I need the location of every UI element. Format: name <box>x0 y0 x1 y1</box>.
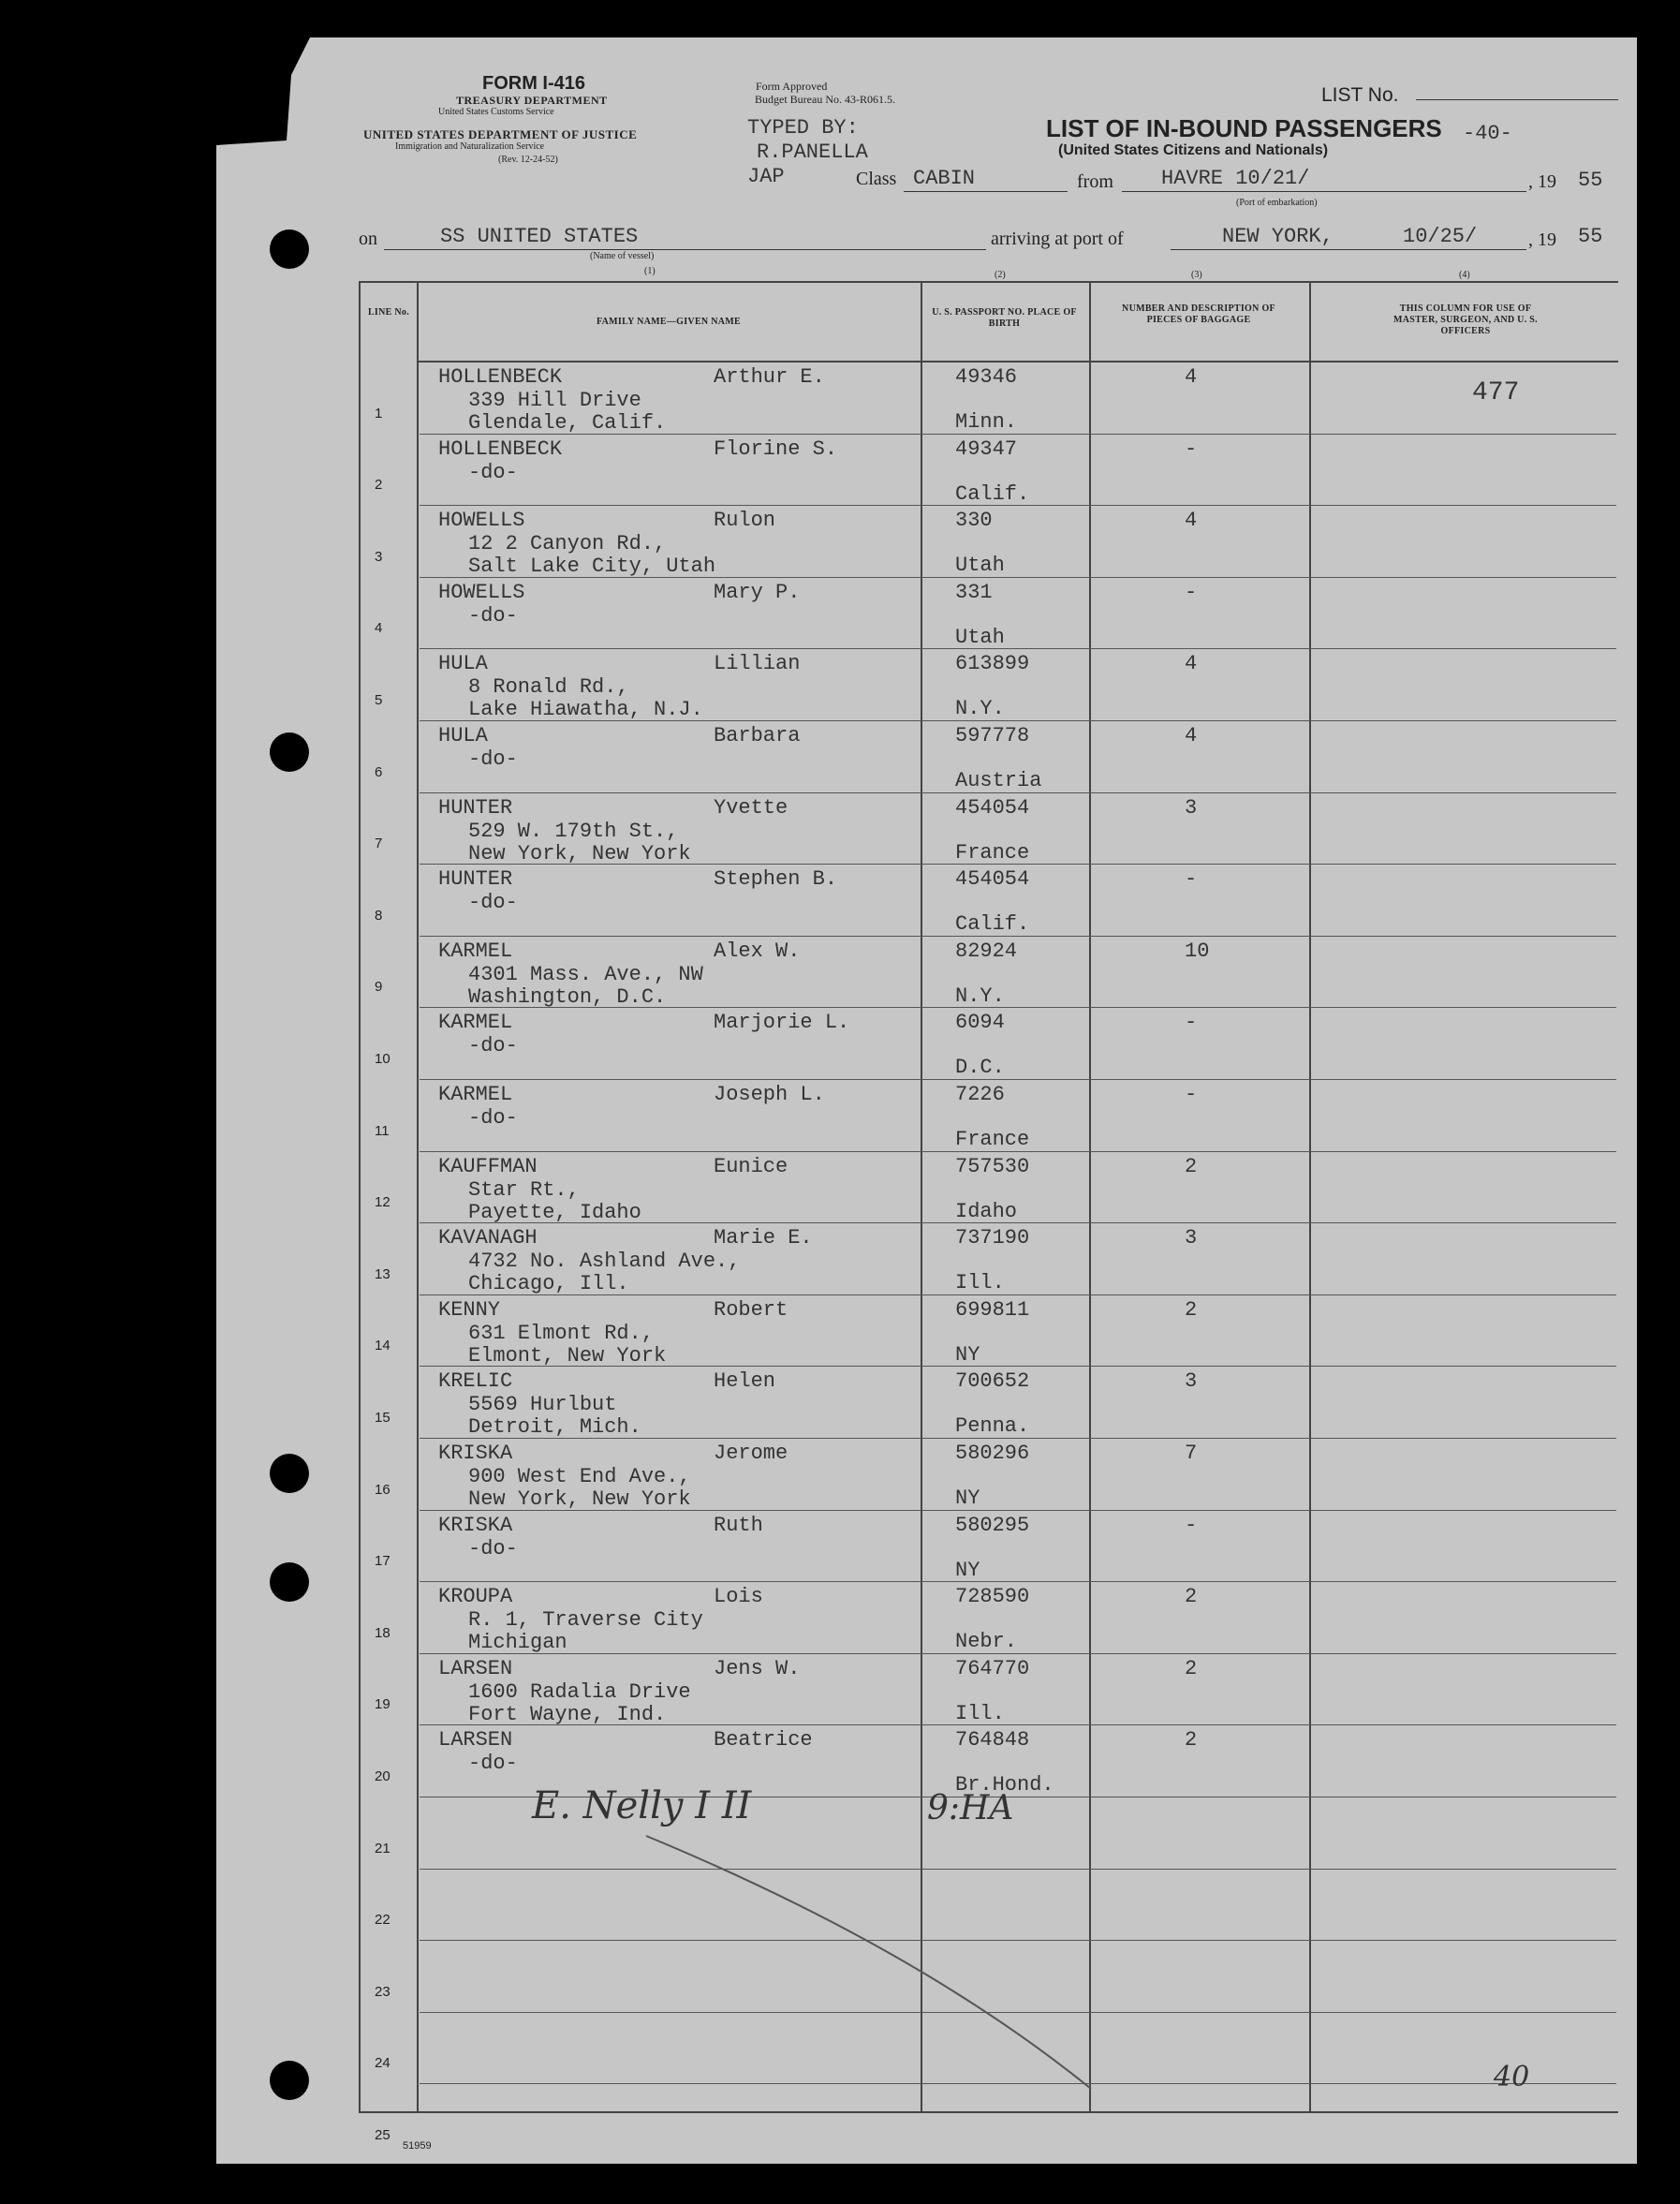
place-of-birth: Br.Hond. <box>955 1773 1054 1797</box>
vessel-caption: (Name of vessel) <box>590 251 655 261</box>
line-number: 19 <box>375 1696 391 1712</box>
vessel-name: SS UNITED STATES <box>440 225 639 248</box>
passport-number: 454054 <box>955 796 1030 820</box>
family-name: KRISKA <box>438 1442 513 1465</box>
baggage-count: 3 <box>1185 1226 1198 1250</box>
baggage-count: 2 <box>1185 1298 1198 1322</box>
place-of-birth: Nebr. <box>955 1630 1018 1653</box>
line-number: 2 <box>375 477 383 493</box>
family-name: KARMEL <box>438 1083 513 1106</box>
passport-number: 764770 <box>955 1657 1030 1680</box>
family-name: HOLLENBECK <box>438 437 563 461</box>
place-of-birth: France <box>955 1128 1030 1151</box>
line-number: 16 <box>375 1482 391 1498</box>
class-label: Class <box>856 169 897 189</box>
given-name: Yvette <box>714 796 788 820</box>
baggage-count: 10 <box>1185 939 1210 963</box>
address-line-1: -do- <box>468 747 518 771</box>
family-name: LARSEN <box>438 1728 513 1752</box>
address-line-1: -do- <box>468 1537 518 1561</box>
baggage-count: - <box>1185 1083 1198 1106</box>
passport-number: 330 <box>955 509 993 532</box>
place-of-birth: Ill. <box>955 1702 1005 1725</box>
arrival-date: 10/25/ <box>1403 225 1478 248</box>
place-of-birth: N.Y. <box>955 984 1005 1008</box>
line-number: 17 <box>375 1553 391 1569</box>
from-label: from <box>1077 171 1113 192</box>
passport-number: 737190 <box>955 1226 1030 1250</box>
line-number: 23 <box>375 1984 391 2000</box>
baggage-count: 7 <box>1185 1442 1198 1465</box>
family-name: HUNTER <box>438 796 513 820</box>
col-num-1: (1) <box>644 266 656 276</box>
passport-number: 613899 <box>955 652 1030 675</box>
address-line-2: Glendale, Calif. <box>468 411 667 435</box>
baggage-count: - <box>1185 437 1198 461</box>
passport-number: 764848 <box>955 1728 1030 1752</box>
arrival-port: NEW YORK, <box>1222 225 1334 248</box>
form-title: LIST OF IN-BOUND PASSENGERS <box>1046 114 1442 142</box>
year-prefix-2: , 19 <box>1528 229 1556 250</box>
given-name: Jens W. <box>714 1657 801 1680</box>
line-number: 15 <box>375 1410 391 1426</box>
passport-number: 728590 <box>955 1585 1030 1608</box>
address-line-1: 8 Ronald Rd., <box>468 675 629 699</box>
baggage-count: - <box>1185 1514 1198 1537</box>
address-line-2: Washington, D.C. <box>468 985 667 1009</box>
address-line-1: 5569 Hurlbut <box>468 1393 617 1416</box>
family-name: HULA <box>438 652 488 675</box>
dept-treasury: TREASURY DEPARTMENT <box>456 94 608 107</box>
year-prefix: , 19 <box>1528 171 1556 192</box>
place-of-birth: Utah <box>955 626 1005 649</box>
address-line-1: 12 2 Canyon Rd., <box>468 532 667 555</box>
passport-number: 580295 <box>955 1514 1030 1537</box>
officer-note: 477 <box>1472 378 1520 407</box>
col-header-line: LINE No. <box>367 307 410 318</box>
year-embark: 55 <box>1578 169 1603 192</box>
address-line-1: 529 W. 179th St., <box>468 820 679 843</box>
passport-number: 49347 <box>955 437 1018 461</box>
family-name: LARSEN <box>438 1657 513 1680</box>
passport-number: 331 <box>955 581 993 604</box>
passport-number: 757530 <box>955 1155 1030 1178</box>
place-of-birth: N.Y. <box>955 697 1005 720</box>
passport-number: 699811 <box>955 1298 1030 1322</box>
address-line-1: 339 Hill Drive <box>468 389 641 412</box>
address-line-2: New York, New York <box>468 842 691 865</box>
address-line-1: Star Rt., <box>468 1178 580 1202</box>
given-name: Beatrice <box>714 1728 813 1752</box>
address-line-2: Michigan <box>468 1631 567 1654</box>
list-number: -40- <box>1463 122 1512 145</box>
address-line-1: R. 1, Traverse City <box>468 1608 703 1632</box>
dept-justice: UNITED STATES DEPARTMENT OF JUSTICE <box>363 127 638 141</box>
handwritten-page-number: 40 <box>1494 2061 1530 2093</box>
given-name: Barbara <box>714 724 801 747</box>
form-subtitle: (United States Citizens and Nationals) <box>1058 142 1329 158</box>
place-of-birth: Ill. <box>955 1271 1005 1294</box>
given-name: Lillian <box>714 652 801 675</box>
passport-number: 454054 <box>955 867 1030 891</box>
given-name: Eunice <box>714 1155 788 1178</box>
address-line-2: New York, New York <box>468 1487 691 1511</box>
address-line-2: Elmont, New York <box>468 1344 667 1368</box>
line-number: 20 <box>375 1768 391 1784</box>
passport-number: 6094 <box>955 1011 1005 1034</box>
place-of-birth: Idaho <box>955 1200 1018 1223</box>
given-name: Jerome <box>714 1442 788 1465</box>
class-value: CABIN <box>913 167 976 190</box>
place-of-birth: Calif. <box>955 482 1030 506</box>
baggage-count: 2 <box>1185 1155 1198 1178</box>
family-name: HOWELLS <box>438 581 525 604</box>
passport-number: 580296 <box>955 1442 1030 1465</box>
year-arrival: 55 <box>1578 225 1603 248</box>
baggage-count: 3 <box>1185 1369 1198 1393</box>
family-name: HULA <box>438 724 488 747</box>
typed-initials: JAP <box>747 165 785 188</box>
line-number: 8 <box>375 908 383 924</box>
place-of-birth: Penna. <box>955 1414 1030 1438</box>
col-header-baggage: NUMBER AND DESCRIPTION OF PIECES OF BAGGAGE <box>1122 303 1275 325</box>
line-number: 13 <box>375 1266 391 1282</box>
col-header-officers: THIS COLUMN FOR USE OF MASTER, SURGEON, AND U. S. OFFICERS <box>1393 303 1538 336</box>
family-name: HUNTER <box>438 867 513 891</box>
arriving-label: arriving at port of <box>991 229 1124 249</box>
form-revision: (Rev. 12-24-52) <box>498 155 558 165</box>
address-line-2: Lake Hiawatha, N.J. <box>468 698 703 721</box>
typed-by-label: TYPED BY: <box>747 116 859 140</box>
line-number: 11 <box>375 1123 390 1139</box>
line-number: 18 <box>375 1625 391 1641</box>
handwritten-time: 9:HA <box>927 1789 1014 1827</box>
place-of-birth: D.C. <box>955 1056 1005 1079</box>
family-name: KENNY <box>438 1298 501 1322</box>
line-number: 3 <box>375 549 383 565</box>
line-number: 24 <box>375 2055 391 2071</box>
list-no-label: LIST No. <box>1321 84 1399 106</box>
baggage-count: 4 <box>1185 365 1198 389</box>
on-label: on <box>359 229 377 249</box>
line-number: 10 <box>375 1051 391 1067</box>
baggage-count: - <box>1185 1011 1198 1034</box>
col-num-2: (2) <box>995 270 1006 280</box>
given-name: Joseph L. <box>714 1083 825 1106</box>
passport-number: 49346 <box>955 365 1018 389</box>
place-of-birth: NY <box>955 1343 980 1367</box>
passport-number: 597778 <box>955 724 1030 747</box>
baggage-count: 2 <box>1185 1585 1198 1608</box>
passport-number: 7226 <box>955 1083 1005 1106</box>
address-line-2: Salt Lake City, Utah <box>468 555 716 578</box>
col-header-name: FAMILY NAME—GIVEN NAME <box>596 317 741 327</box>
footer-code: 51959 <box>403 2140 432 2152</box>
line-number: 6 <box>375 764 383 780</box>
baggage-count: 3 <box>1185 796 1198 820</box>
baggage-count: 4 <box>1185 652 1198 675</box>
family-name: KAUFFMAN <box>438 1155 538 1178</box>
dept-treasury-sub: United States Customs Service <box>438 107 554 117</box>
address-line-2: Fort Wayne, Ind. <box>468 1703 667 1726</box>
baggage-count: 2 <box>1185 1728 1198 1752</box>
form-approved: Form Approved <box>756 80 828 93</box>
line-number: 12 <box>375 1194 391 1210</box>
place-of-birth: Austria <box>955 769 1042 792</box>
line-number: 9 <box>375 979 383 995</box>
given-name: Stephen B. <box>714 867 838 891</box>
given-name: Ruth <box>714 1514 763 1537</box>
address-line-1: -do- <box>468 1034 518 1058</box>
address-line-1: 1600 Radalia Drive <box>468 1680 691 1704</box>
given-name: Arthur E. <box>714 365 825 389</box>
address-line-1: 4301 Mass. Ave., NW <box>468 963 703 986</box>
baggage-count: - <box>1185 867 1198 891</box>
line-number: 14 <box>375 1338 391 1353</box>
given-name: Alex W. <box>714 939 801 963</box>
family-name: KARMEL <box>438 1011 513 1034</box>
col-num-3: (3) <box>1191 270 1202 280</box>
family-name: HOWELLS <box>438 509 525 532</box>
place-of-birth: France <box>955 841 1030 865</box>
place-of-birth: NY <box>955 1559 980 1582</box>
address-line-1: -do- <box>468 461 518 484</box>
family-name: KRELIC <box>438 1369 513 1393</box>
given-name: Florine S. <box>714 437 838 461</box>
line-number: 1 <box>375 406 383 422</box>
baggage-count: 2 <box>1185 1657 1198 1680</box>
place-of-birth: Calif. <box>955 912 1030 936</box>
line-number: 4 <box>375 620 383 636</box>
address-line-2: Payette, Idaho <box>468 1201 641 1224</box>
port-embarkation: HAVRE 10/21/ <box>1161 167 1310 190</box>
address-line-1: 4732 No. Ashland Ave., <box>468 1250 741 1273</box>
address-line-1: 900 West End Ave., <box>468 1465 691 1488</box>
baggage-count: - <box>1185 581 1198 604</box>
given-name: Mary P. <box>714 581 801 604</box>
place-of-birth: Utah <box>955 554 1005 577</box>
port-embarkation-caption: (Port of embarkation) <box>1236 198 1318 208</box>
family-name: KARMEL <box>438 939 513 963</box>
given-name: Helen <box>714 1369 776 1393</box>
line-number: 7 <box>375 836 383 851</box>
address-line-1: -do- <box>468 1106 518 1130</box>
address-line-1: 631 Elmont Rd., <box>468 1322 655 1345</box>
family-name: KRISKA <box>438 1514 513 1537</box>
passport-number: 82924 <box>955 939 1018 963</box>
col-header-passport: U. S. PASSPORT NO. PLACE OF BIRTH <box>932 307 1077 329</box>
place-of-birth: NY <box>955 1487 980 1510</box>
family-name: KROUPA <box>438 1585 513 1608</box>
budget-bureau: Budget Bureau No. 43-R061.5. <box>755 93 895 106</box>
inspector-signature: E. Nelly I II <box>532 1784 752 1827</box>
form-number: FORM I-416 <box>482 73 586 94</box>
place-of-birth: Minn. <box>955 410 1018 434</box>
line-number: 5 <box>375 692 383 708</box>
address-line-2: Chicago, Ill. <box>468 1272 629 1295</box>
given-name: Marjorie L. <box>714 1011 850 1034</box>
typed-by: R.PANELLA <box>757 141 868 164</box>
family-name: KAVANAGH <box>438 1226 538 1250</box>
line-number: 21 <box>375 1841 391 1856</box>
address-line-1: -do- <box>468 604 518 628</box>
address-line-2: Detroit, Mich. <box>468 1415 641 1439</box>
col-num-4: (4) <box>1459 270 1470 280</box>
baggage-count: 4 <box>1185 724 1198 747</box>
given-name: Marie E. <box>714 1226 813 1250</box>
family-name: HOLLENBECK <box>438 365 563 389</box>
address-line-1: -do- <box>468 1752 518 1775</box>
given-name: Lois <box>714 1585 763 1608</box>
given-name: Robert <box>714 1298 788 1322</box>
given-name: Rulon <box>714 509 776 532</box>
baggage-count: 4 <box>1185 509 1198 532</box>
dept-justice-sub: Immigration and Naturalization Service <box>395 141 545 152</box>
line-number: 25 <box>375 2127 391 2143</box>
passport-number: 700652 <box>955 1369 1030 1393</box>
line-number: 22 <box>375 1912 391 1928</box>
address-line-1: -do- <box>468 891 518 914</box>
